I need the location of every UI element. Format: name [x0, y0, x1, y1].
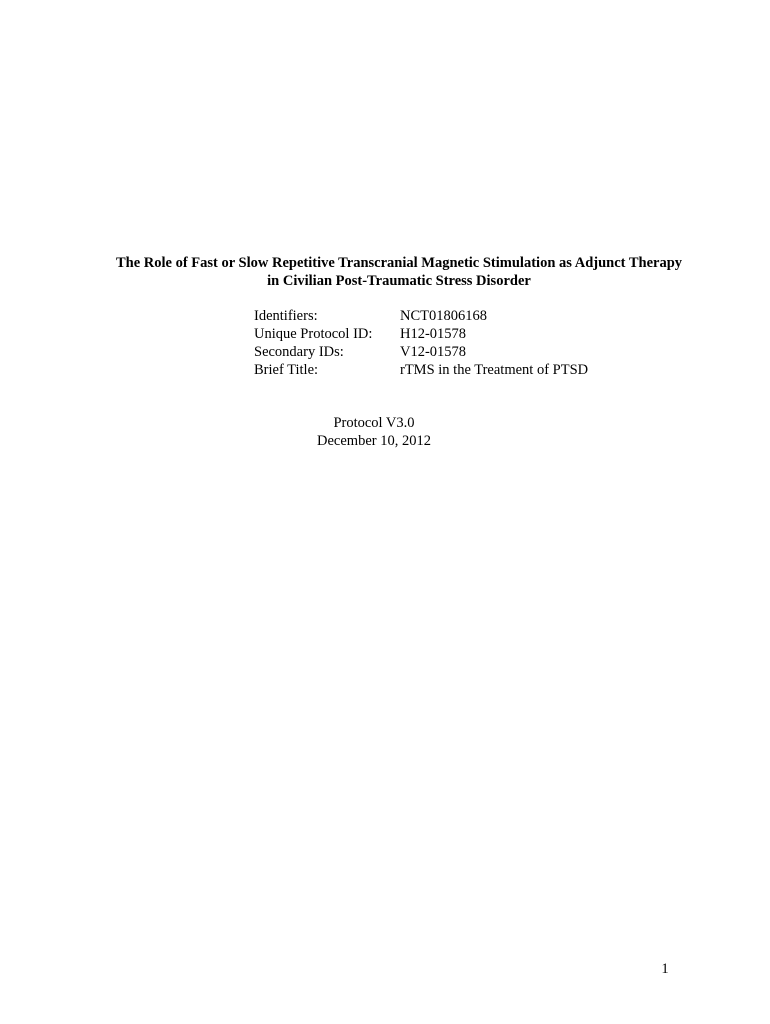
- identifier-row: [254, 325, 588, 343]
- identifier-label: Brief Title:: [254, 362, 319, 378]
- identifiers-table: [254, 307, 588, 379]
- title-line-1: The Role of Fast or Slow Repetitive Transcranial Magnetic Stimulation as Adjunct Therapy: [115, 255, 683, 271]
- page-number: 1: [661, 961, 669, 977]
- title-line-2: in Civilian Post-Traumatic Stress Disorder: [267, 273, 531, 289]
- protocol-date: December 10, 2012: [317, 433, 431, 449]
- protocol-info: [274, 414, 474, 450]
- identifier-value: V12-01578: [400, 344, 467, 360]
- document-title: [40, 254, 758, 290]
- identifier-value: H12-01578: [400, 326, 467, 342]
- identifier-label: Identifiers:: [254, 308, 318, 324]
- identifier-value: rTMS in the Treatment of PTSD: [400, 362, 589, 378]
- identifier-row: [254, 361, 588, 379]
- identifier-row: [254, 307, 588, 325]
- identifier-label: Unique Protocol ID:: [254, 326, 373, 342]
- identifier-value: NCT01806168: [400, 308, 487, 324]
- identifier-label: Secondary IDs:: [254, 344, 344, 360]
- protocol-version: Protocol V3.0: [333, 415, 415, 431]
- identifier-row: [254, 343, 588, 361]
